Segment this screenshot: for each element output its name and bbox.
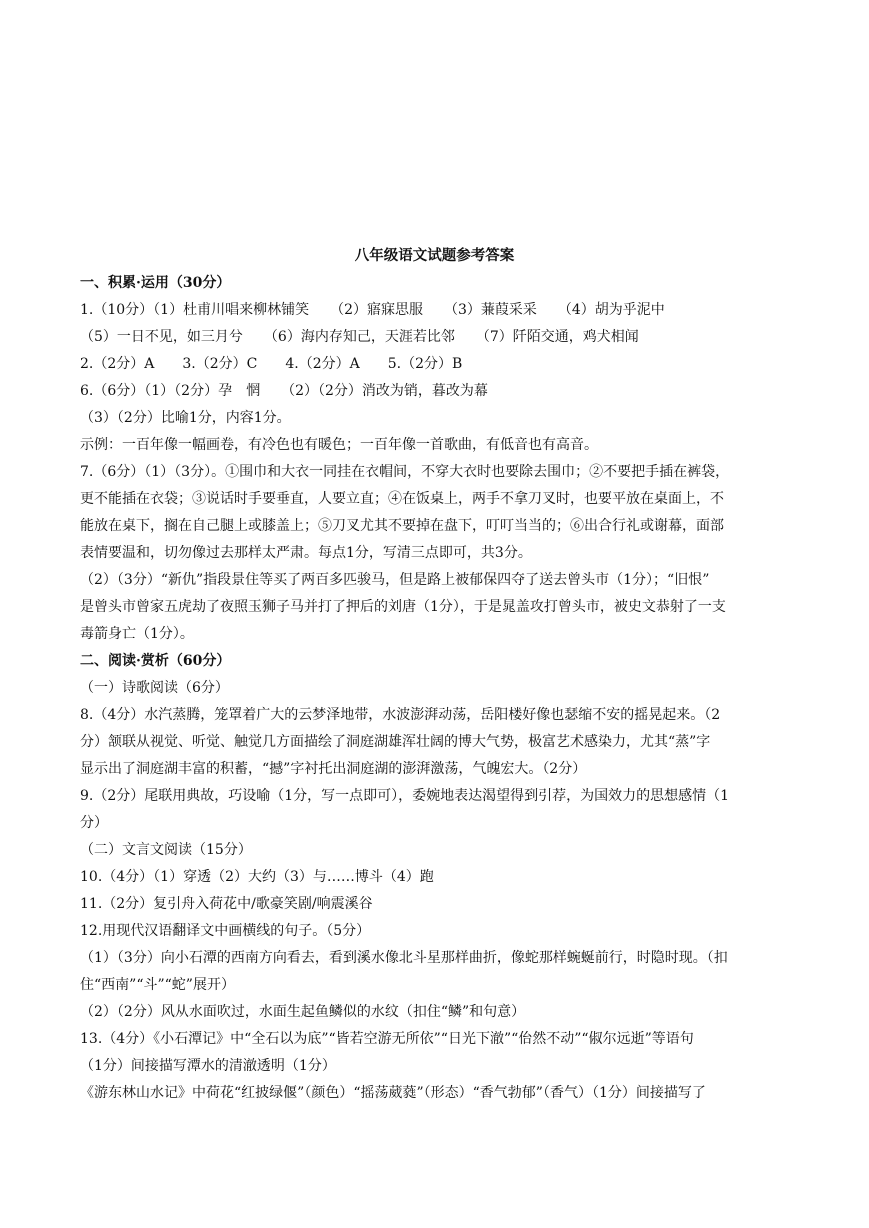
answer-line: 能放在桌下，搁在自己腿上或膝盖上；⑤刀叉尤其不要掉在盘下，叮叮当当的；⑥出合行礼或谢幕，面部: [80, 518, 724, 534]
answer-line: 分）颔联从视觉、听觉、触觉几方面描绘了洞庭湖雄浑壮阔的博大气势，极富艺术感染力，尤其“蒸”字: [80, 734, 711, 750]
answer-line: （2）（3分）“新仇”指段景住等买了两百多匹骏马，但是路上被郁保四夺了送去曾头市（1分）；“旧恨”: [80, 572, 710, 588]
answer-line: （二）文言文阅读（15分）: [80, 842, 252, 858]
answer-line: 13.（4分）《小石潭记》中“全石以为底”“皆若空游无所依”“日光下澈”“佁然不动”“俶尔远逝”等语句: [80, 1031, 694, 1047]
section-heading: 二、阅读·赏析（60分）: [80, 653, 231, 669]
answer-line: 更不能插在衣袋；③说话时手要垂直，人要立直；④在饭桌上，两手不拿刀叉时，也要平放在桌面上，不: [80, 491, 724, 507]
answer-line: 8.（4分）水汽蒸腾，笼罩着广大的云梦泽地带，水波澎湃动荡，岳阳楼好像也瑟缩不安的摇晃起来。（2: [80, 707, 721, 723]
answer-line: （一）诗歌阅读（6分）: [80, 680, 229, 696]
answer-line: 9.（2分）尾联用典故，巧设喻（1分，写一点即可），委婉地表达渴望得到引荐，为国效力的思想感情（1: [80, 788, 730, 804]
answer-line: （1）（3分）向小石潭的西南方向看去，看到溪水像北斗星那样曲折，像蛇那样蜿蜒前行，时隐时现。（扣: [80, 950, 728, 966]
answer-line: （3）（2分）比喻1分，内容1分。: [80, 410, 291, 426]
answer-line: 1.（10分）（1）杜甫川唱来柳林铺笑 （2）寤寐思服 （3）蒹葭采采 （4）胡为乎泥中: [80, 302, 665, 318]
answer-line: 2.（2分）A 3.（2分）C 4.（2分）A 5.（2分）B: [80, 356, 463, 372]
answer-content: [80, 270, 796, 1107]
answer-line: 示例：一百年像一幅画卷，有冷色也有暖色；一百年像一首歌曲，有低音也有高音。: [80, 437, 598, 453]
answer-line: 住“西南”“斗”“蛇”展开）: [80, 977, 235, 993]
answer-line: 表情要温和，切勿像过去那样太严肃。每点1分，写清三点即可，共3分。: [80, 545, 532, 561]
answer-line: 《游东林山水记》中荷花“红披绿偃”（颜色）“摇荡葳蕤”（形态）“香气勃郁”（香气）（1分）间接描写了: [80, 1085, 706, 1101]
answer-line: 11.（2分）复引舟入荷花中/歌豪笑剧/响震溪谷: [80, 896, 373, 912]
answer-line: 是曾头市曾家五虎劫了夜照玉狮子马并打了押后的刘唐（1分），于是晁盖攻打曾头市，被史文恭射了一支: [80, 599, 726, 615]
section-heading: 一、积累·运用（30分）: [80, 275, 231, 291]
answer-line: 12.用现代汉语翻译文中画横线的句子。（5分）: [80, 923, 371, 939]
answer-line: （2）（2分）风从水面吹过，水面生起鱼鳞似的水纹（扣住“鳞”和句意）: [80, 1004, 526, 1020]
document-title: 八年级语文试题参考答案: [354, 247, 515, 264]
answer-line: （5）一日不见，如三月兮 （6）海内存知己，天涯若比邻 （7）阡陌交通，鸡犬相闻: [80, 329, 639, 345]
answer-line: 10.（4分）（1）穿透（2）大约（3）与……博斗（4）跑: [80, 869, 434, 885]
answer-line: 毒箭身亡（1分）。: [80, 626, 194, 642]
answer-line: （1分）间接描写潭水的清澈透明（1分）: [80, 1058, 336, 1074]
answer-line: 6.（6分）（1）（2分）孕 惘 （2）（2分）消改为销，暮改为幕: [80, 383, 488, 399]
answer-line: 7.（6分）（1）（3分）。①围巾和大衣一同挂在衣帽间，不穿大衣时也要除去围巾；②不要把手插在裤袋，: [80, 464, 730, 480]
answer-line: 显示出了洞庭湖丰富的积蓄，“撼”字衬托出洞庭湖的澎湃激荡，气魄宏大。（2分）: [80, 761, 587, 777]
answer-line: 分）: [80, 815, 108, 831]
